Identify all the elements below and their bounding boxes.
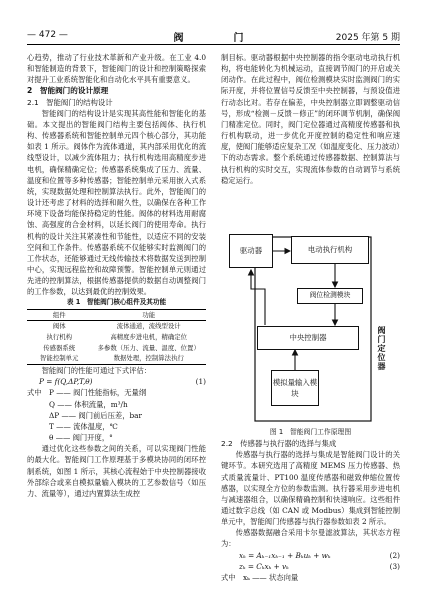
where-label: 式中 — [221, 572, 236, 582]
variable-definition — [221, 572, 400, 583]
journal-title: 阀 门 — [173, 33, 254, 44]
section-heading-2-2: 2.2 传感器与执行器的选择与集成 — [221, 439, 337, 449]
table-row — [27, 353, 206, 364]
components-table — [27, 309, 206, 366]
variable-definition — [27, 432, 206, 443]
table-cell: 执行机构 — [46, 333, 72, 341]
figure-1-diagram — [221, 186, 400, 427]
variable-definition — [27, 387, 206, 398]
positioner-label: 阀门定位器 — [377, 325, 386, 371]
equation-1-number: (1) — [195, 377, 206, 387]
equation-3-number: (3) — [389, 561, 400, 571]
table-cell: 多参数（压力、流量、温度、位置） — [97, 343, 200, 352]
variable-text: ΔP —— 阀门前后压差，bar — [49, 410, 142, 420]
table-cell: 数据处理，控制算法执行 — [91, 353, 206, 364]
right-column — [221, 52, 400, 583]
variable-text: T —— 流体温度，℃ — [49, 421, 118, 431]
table-row — [27, 321, 206, 332]
variable-text: P —— 阀门性能指标，无量纲 — [49, 388, 147, 398]
control-paragraph: 制目标。驱动器根据中央控制器的指令驱动电动执行机构，将电能转化为机械运动，直接调节阀门的开启或关闭动作。在此过程中，阀位检测模块实时监测阀门的实际开度，并将位置信号反馈至中央控制器，与预设值进行动态比对。若存在偏差，中央控制器立即调整驱动信号，形成“检测－反馈－修正”的闭环调节机制，确保阀门精准定位。同时，阀门定位器通过高精度传感器和执行机构联动，进一步优化开度控制的稳定性和响应速度，使阀门能够适应复杂工况（如温度变化、压力波动）下的动态需求。整个系统通过传感器数据、控制算法与执行机构的实时交互，实现流体参数的自动调节与系统稳定运行。 — [221, 53, 400, 185]
table-cell: 智能控制单元 — [27, 353, 91, 364]
left-column — [27, 52, 206, 499]
equation-1 — [27, 376, 206, 387]
table-row — [27, 343, 206, 354]
where-label: 式中 — [27, 388, 42, 398]
equation-3-text: zₖ = Cₖxₖ + vₖ — [239, 561, 289, 571]
header-rule — [27, 44, 400, 45]
equation-2 — [221, 550, 400, 561]
equation-3 — [221, 561, 400, 572]
table-header-row — [27, 309, 206, 321]
working-principle-paragraph: 通过优化这些参数之间的关系，可以实现阀门性能的最大化。智能阀门工作原理基于多模块协同的闭环控制系统，如图 1 所示，其核心流程始于中央控制器接收外部综合或来自模拟量输入模块的工艺参数信号（如压力、流量等），通过内置算法生成控 — [27, 444, 206, 498]
evaluation-intro: 智能阀门的性能可通过下式评估： — [41, 366, 152, 376]
variable-text: xₖ —— 状态向量 — [243, 572, 299, 582]
equation-2-text: xₖ = Aₖ₋₁xₖ₋₁ + Bₖuₖ + wₖ — [239, 550, 331, 560]
equation-1-text: P = f(Q,ΔP,T,θ) — [39, 377, 93, 387]
table-cell: 流体通道，流线型设计 — [116, 322, 181, 331]
variable-definition — [27, 421, 206, 432]
variable-definition — [27, 410, 206, 421]
section-heading-2-1: 2.1 智能阀门的结构设计 — [27, 97, 113, 107]
variable-text: θ —— 阀门开度，° — [49, 433, 113, 443]
section-heading-2: 2 智能阀门的设计原理 — [27, 86, 109, 96]
fusion-paragraph: 传感器数据融合采用卡尔曼滤波算法，其状态方程为： — [221, 528, 400, 549]
table-header-cell: 功能 — [91, 309, 206, 321]
intro-paragraph-end: 心趋势，推动了行业技术革新和产业升级。在工业 4.0 和智能制造的背景下，智能阀门的设计和控制策略探索对提升工业系统智能化和自动化水平具有重要意义。 — [27, 53, 206, 85]
figure-1-caption: 图 1 智能阀门工作原理图 — [269, 427, 352, 436]
actuator-box: 电动执行机构 — [291, 236, 369, 264]
table-row — [27, 332, 206, 343]
position-detect-box: 阀位检测模块 — [297, 288, 363, 304]
structure-paragraph: 智能阀门的结构设计是实现其高性能和智能化的基础。本文提出的智能阀门结构主要包括阀体、执行机构、传感器系统和智能控制单元四个核心部分，其功能如表 1 所示。阀体作为流体通道，其内部采用优化的流线型设计，以减少流体阻力；执行机构选用高精度步进电机，确保精确定位；传感器系统集成了压力、流量、温度和位置等多种传感器；智能控制单元采用嵌入式系统，实现数据处理和控制算法执行。此外，智能阀门的设计还考虑了材料的选择和耐久性，以确保在各种工作环境下设备均能保持稳定的性能。阀体的材料选用耐腐蚀、高强度的合金材料，以延长阀门的使用寿命。执行机构的设计关注其紧凑性和节能性，以适应不同的安装空间和工作条件。传感器系统不仅能够实时监测阀门的工作状态，还能够通过无线传输技术将数据发送到控制中心，实现远程监控和故障预警。智能控制单元则通过先进的控制算法，根据传感器提供的数据自动调整阀门的工作参数，以达到最优的控制效果。 — [27, 108, 206, 297]
variable-definition — [27, 399, 206, 410]
table-cell: 传感器系统 — [43, 343, 76, 352]
table-1-caption: 表 1 智能阀门核心组件及其功能 — [66, 298, 167, 307]
table-cell: 阀体 — [52, 322, 66, 331]
arrow-central-to-driver — [251, 270, 265, 325]
variable-text: Q —— 体积流量，m³/h — [49, 399, 128, 409]
sensor-paragraph: 传感器与执行器的选择与集成是智能阀门设计的关键环节。本研究选用了高精度 MEMS 压力传感器、热式质量流量计、PT100 温度传感器和磁致伸缩位置传感器，以实现全方位的参数监测。执行器采用步进电机与减速器组合，以确保精确控制和快速响应。这些组件通过数字总线（如 CAN 或 Modbus）集成到智能控制单元中，智能阀门传感器与执行器参数如表 2 所示。 — [221, 450, 400, 527]
table-header-cell: 组件 — [27, 309, 91, 321]
central-controller-box: 中央控制器 — [257, 326, 359, 350]
driver-box: 驱动器 — [229, 234, 273, 268]
equation-2-number: (2) — [389, 550, 400, 560]
page-number: — 472 — — [27, 30, 68, 40]
table-cell: 高精度步进电机，精确定位 — [110, 333, 188, 341]
issue-label: 2025 年第 5 期 — [335, 33, 400, 43]
page-header — [27, 30, 400, 44]
analog-input-box: 模拟量输入模块 — [271, 370, 319, 406]
